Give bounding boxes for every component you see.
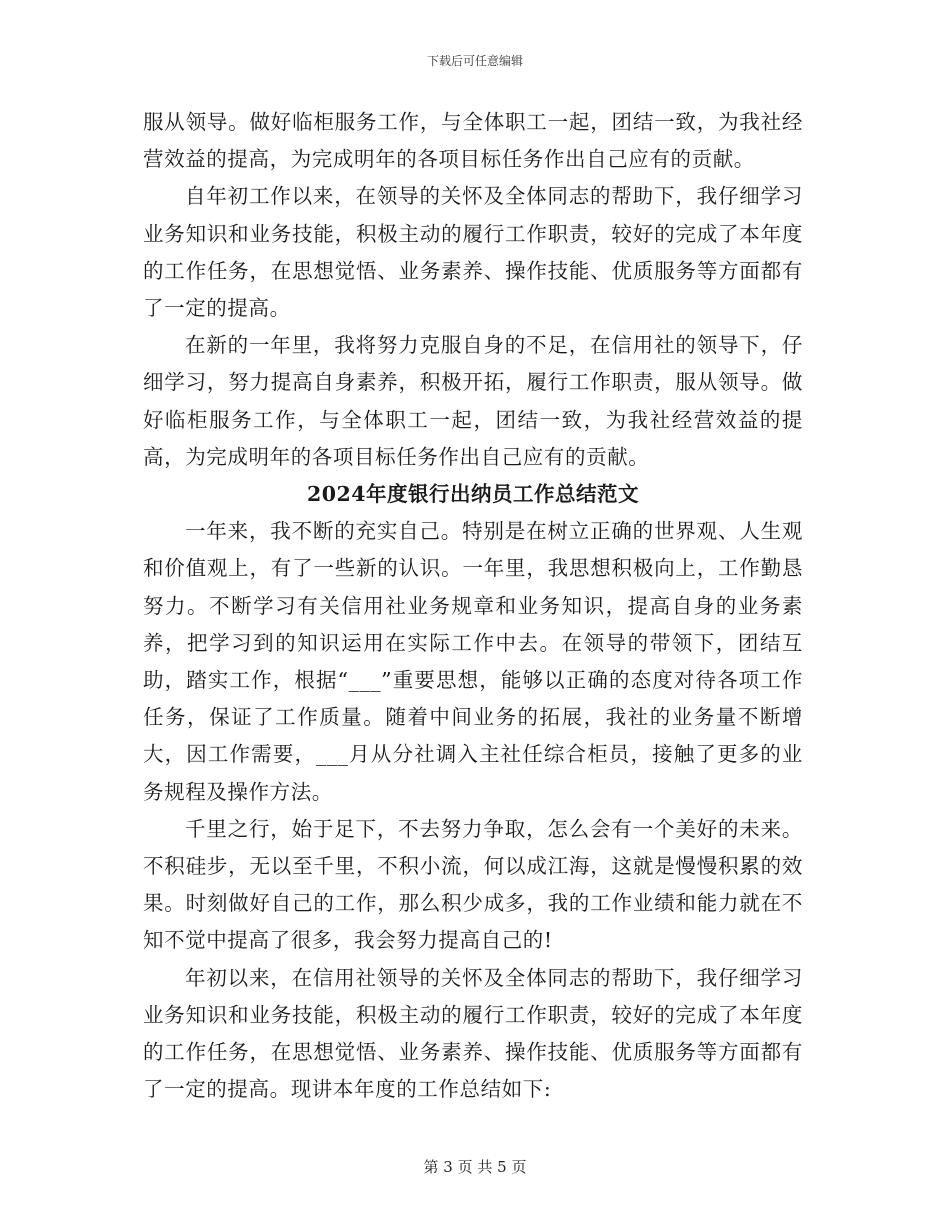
section-paragraph-1: 一年来，我不断的充实自己。特别是在树立正确的世界观、人生观和价值观上，有了一些新的认识。一年里，我思想积极向上，工作勤恳努力。不断学习有关信用社业务规章和业务知识，提高自身的业务素养，把学习到的知识运用在实际工作中去。在领导的带领下，团结互助，踏实工作，根据“___”重要思想，能够以正确的态度对待各项工作任务，保证了工作质量。随着中间业务的拓展，我社的业务量不断增大，因工作需要，___月从分社调入主社任综合柜员，接触了更多的业务规程及操作方法。 bbox=[143, 519, 803, 804]
section-paragraph-2: 千里之行，始于足下，不去努力争取，怎么会有一个美好的未来。不积硅步，无以至千里，不积小流，何以成江海，这就是慢慢积累的效果。时刻做好自己的工作，那么积少成多，我的工作业绩和能力就在不知不觉中提高了很多，我会努力提高自己的! bbox=[143, 816, 803, 953]
page-header: 下载后可任意编辑 bbox=[426, 54, 523, 68]
paragraph-3: 在新的一年里，我将努力克服自身的不足，在信用社的领导下，仔细学习，努力提高自身素养，积极开拓，履行工作职责，服从领导。做好临柜服务工作，与全体职工一起，团结一致，为我社经营效益的提高，为完成明年的各项目标任务作出自己应有的贡献。 bbox=[143, 333, 803, 469]
document-body bbox=[143, 104, 803, 1108]
paragraph-2: 自年初工作以来，在领导的关怀及全体同志的帮助下，我仔细学习业务知识和业务技能，积极主动的履行工作职责，较好的完成了本年度的工作任务，在思想觉悟、业务素养、操作技能、优质服务等方面都有了一定的提高。 bbox=[143, 184, 803, 321]
section-paragraph-3: 年初以来，在信用社领导的关怀及全体同志的帮助下，我仔细学习业务知识和业务技能，积极主动的履行工作职责，较好的完成了本年度的工作任务，在思想觉悟、业务素养、操作技能、优质服务等方面都有了一定的提高。现讲本年度的工作总结如下: bbox=[143, 965, 803, 1102]
section-title: 2024年度银行出纳员工作总结范文 bbox=[306, 482, 640, 507]
page-number: 第 3 页 共 5 页 bbox=[423, 1158, 527, 1176]
paragraph-1: 服从领导。做好临柜服务工作，与全体职工一起，团结一致，为我社经营效益的提高，为完成明年的各项目标任务作出自己应有的贡献。 bbox=[143, 110, 803, 172]
